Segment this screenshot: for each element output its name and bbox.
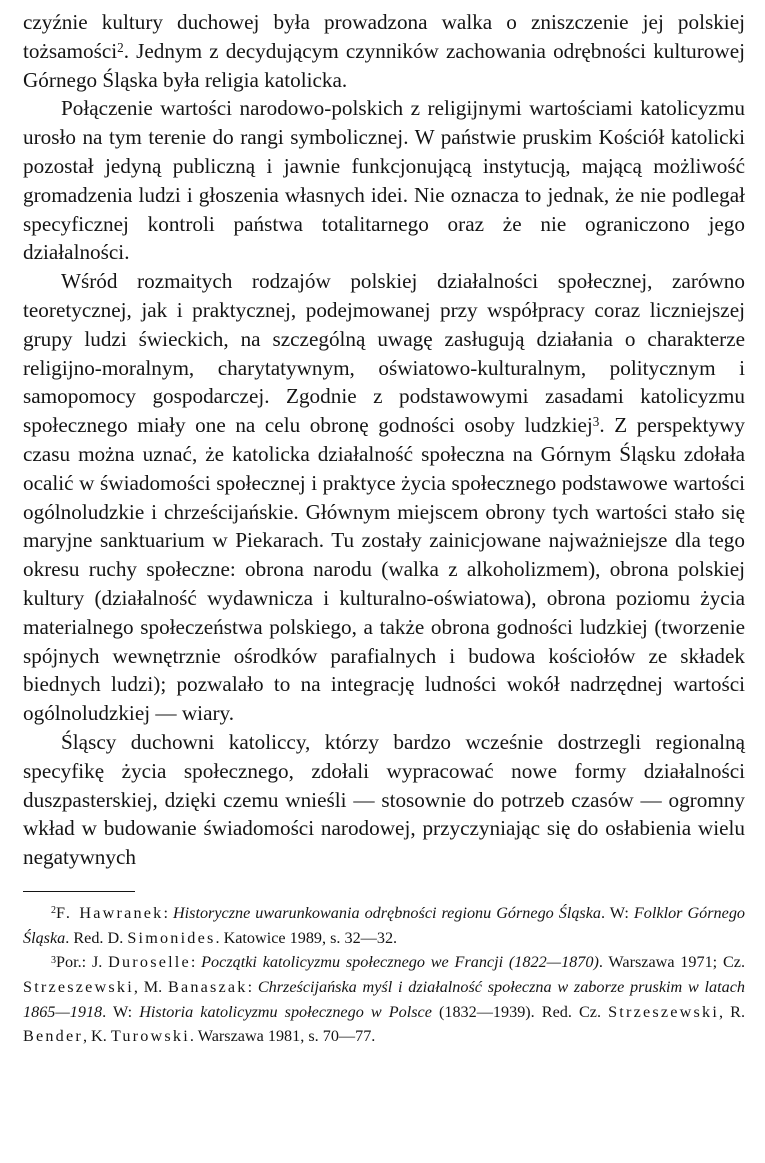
footnote-marker: 3 (592, 414, 600, 430)
text-run: . Warszawa 1971; Cz. (598, 953, 746, 972)
footnotes (23, 901, 745, 1049)
author-name: Bender (23, 1027, 83, 1046)
text-run: Śląscy duchowni katoliccy, którzy bardzo wcześnie dostrzegli regionalną specyfikę życia społecznego, zdołali wypracować nowe formy działalności duszpasterskiej, dzięki czemu wnieśli — stosownie do potrzeb czasów — ogromny wkład w budowanie świadomości narodowej, przyczyniając się do osłabienia wielu negatywnych (23, 729, 745, 870)
text-run: Połączenie wartości narodowo-polskich z religijnymi wartościami katolicyzmu urosło na tym terenie do rangi symbolicznej. W państwie pruskim Kościół katolicki pozostał jedyną publiczną i jawnie funkcjonującą instytucją, mającą możliwość gromadzenia ludzi i głoszenia własnych idei. Nie oznacza to jednak, że nie podlegał specyficznej kontroli państwa totalitarnego oraz że nie ograniczono jego działalności. (23, 96, 745, 265)
page-content (23, 8, 745, 1049)
footnote-marker: 3 (51, 954, 57, 966)
text-run: . Z perspektywy czasu można uznać, że katolicka działalność społeczna na Górnym Śląsku zdołała ocalić w świadomości społecznej i praktyce życia społecznego podstawowe wartości ogólnoludzkie i chrześcijańskie. Głównym miejscem obrony tych wartości stało się maryjne sanktuarium w Piekarach. Tu zostały zainicjowane najważniejsze dla tego okresu ruchy społeczne: obrona narodu (walka z alkoholizmem), obrona polskiej kultury (działalność wydawnicza i kulturalno-oświatowa), obrona poziomu życia materialnego społeczeństwa polskiego, a także obrona godności ludzkiej (tworzenie spójnych wewnętrznie ośrodków parafialnych i budowa kościołów ze składek biednych ludzi); pozwalało to na integrację ludności wokół nadrzędnej wartości ogólnoludzkiej — wiary. (23, 413, 745, 726)
text-run: : (247, 978, 258, 997)
text-run: . Katowice 1989, s. 32—32. (215, 928, 398, 947)
text-run: . W: (102, 1002, 140, 1021)
author-name: Duroselle (108, 953, 191, 972)
paragraph-1 (23, 8, 745, 94)
footnote-separator (23, 891, 135, 892)
italic-title: Początki katolicyzmu społecznego we Francji (1822—1870) (201, 953, 599, 972)
text-run: , M. (133, 978, 168, 997)
text-run: Wśród rozmaitych rodzajów polskiej działalności społecznej, zarówno teoretycznej, jak i praktycznej, podejmowanej przy współpracy coraz liczniejszej grupy ludzi świeckich, na szczególną uwagę zasługują działania o charakterze religijno-moralnym, charytatywnym, oświatowo-kulturalnym, politycznym i samopomocy gospodarczej. Zgodnie z podstawowymi zasadami katolicyzmu społecznego miały one na celu obronę godności osoby ludzkiej (23, 269, 745, 438)
author-name: F. Hawranek (56, 903, 164, 922)
paragraph-2 (23, 94, 745, 267)
footnote-marker: 2 (117, 39, 124, 55)
text-run: . Jednym z decydującym czynników zachowania odrębności kulturowej Górnego Śląska była religia katolicka. (23, 38, 745, 92)
author-name: Strzeszewski (23, 978, 134, 997)
text-run: . Warszawa 1981, s. 70—77. (189, 1027, 376, 1046)
text-run: . Red. D. (65, 928, 128, 947)
italic-title: Chrześcijańska myśl i działalność społeczna w zaborze pruskim w latach 1865—1918 (23, 978, 745, 1021)
text-run: , R. (719, 1002, 745, 1021)
author-name: Turowski (110, 1027, 190, 1046)
footnote-marker: 2 (51, 905, 57, 917)
text-run: czyźnie kultury duchowej była prowadzona walka o zniszczenie jej polskiej tożsamości (23, 10, 745, 63)
italic-title: Folklor Górnego Śląska (23, 903, 746, 947)
author-name: Strzeszewski (608, 1002, 720, 1021)
text-run: : (163, 903, 173, 922)
author-name: Simonides (127, 928, 216, 947)
paragraph-4 (23, 728, 745, 872)
text-run: , K. (82, 1027, 111, 1046)
italic-title: Historia katolicyzmu społecznego w Polsce (139, 1002, 432, 1021)
paragraph-3 (23, 267, 745, 728)
author-name: Banaszak (167, 978, 248, 997)
italic-title: Historyczne uwarunkowania odrębności regionu Górnego Śląska (172, 903, 602, 922)
text-run: Por.: J. (56, 953, 109, 972)
footnote-3 (23, 950, 745, 1049)
text-run: . W: (601, 903, 634, 922)
footnote-2 (23, 901, 745, 950)
text-run: : (190, 953, 202, 972)
body-text (23, 8, 745, 872)
text-run: (1832—1939). Red. Cz. (431, 1002, 609, 1021)
